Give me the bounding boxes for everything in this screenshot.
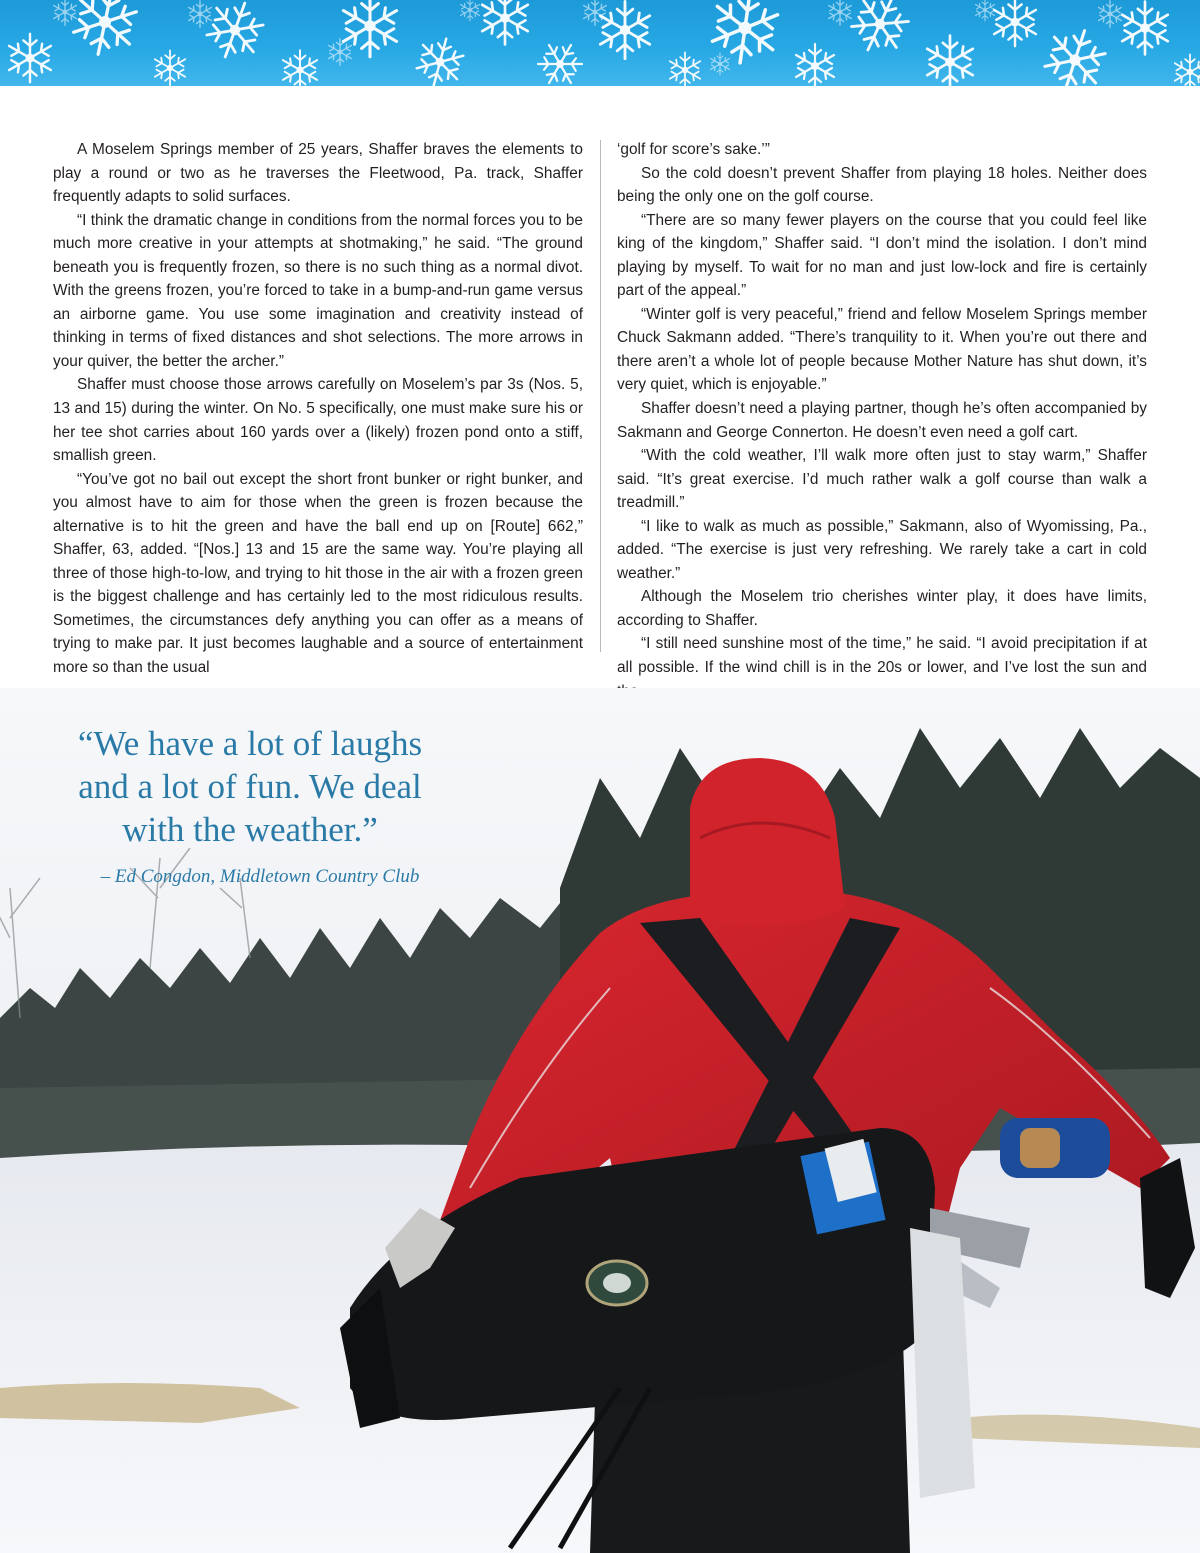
paragraph: “I like to walk as much as possible,” Sakmann, also of Wyomissing, Pa., added. “The exercise is just very refreshing. We rarely take a cart in cold weather.” [617, 517, 1147, 582]
paragraph: Shaffer doesn’t need a playing partner, though he’s often accompanied by Sakmann and George Connerton. He doesn’t even need a golf cart. [617, 400, 1147, 441]
paragraph: Although the Moselem trio cherishes winter play, it does have limits, according to Shaffer. [617, 588, 1147, 629]
paragraph-continuation: ‘golf for score’s sake.’” [617, 141, 770, 158]
article-column-left [53, 138, 583, 680]
paragraph: “I think the dramatic change in conditions from the normal forces you to be much more creative in your attempts at shotmaking,” he said. “The ground beneath you is frequently frozen, so there is no such thing as a normal divot. With the greens frozen, you’re forced to take in a bump-and-run game versus an airborne game. You use some imagination and creativity instead of thinking in terms of fixed distances and shot selections. The more arrows in your quiver, the better the archer.” [53, 211, 583, 370]
pull-quote-line: “We have a lot of laughs [77, 724, 423, 763]
pull-quote-line: with the weather.” [122, 810, 378, 849]
snowflake-banner [0, 0, 1200, 86]
pull-quote [40, 722, 460, 851]
pull-quote-attribution: – Ed Congdon, Middletown Country Club [100, 866, 420, 887]
paragraph: “There are so many fewer players on the course that you could feel like king of the kingdom,” Shaffer said. “I don’t mind the isolation. I don’t mind playing by myself. To wait for no man and just low-lock and fire is certainly part of the appeal.” [617, 211, 1147, 300]
snowflake-pattern-icon [0, 0, 1200, 86]
paragraph: “Winter golf is very peaceful,” friend and fellow Moselem Springs member Chuck Sakmann added. “There’s tranquility to it. When you’re out there and there aren’t a whole lot of people because Mother Nature has shut down, it’s very quiet, which is enjoyable.” [617, 305, 1147, 394]
paragraph: So the cold doesn’t prevent Shaffer from playing 18 holes. Neither does being the only one on the golf course. [617, 164, 1147, 206]
paragraph: A Moselem Springs member of 25 years, Shaffer braves the elements to play a round or two as he traverses the Fleetwood, Pa. track, Shaffer frequently adapts to solid surfaces. [53, 141, 583, 206]
pull-quote-line: and a lot of fun. We deal [78, 767, 422, 806]
paragraph: “With the cold weather, I’ll walk more often just to stay warm,” Shaffer said. “It’s great exercise. I’d much rather walk a golf course than walk a treadmill.” [617, 447, 1147, 512]
paragraph: “You’ve got no bail out except the short front bunker or right bunker, and you almost have to aim for those when the green is frozen because the alternative is to hit the green and have the ball end up on [Route] 662,” Shaffer, 63, added. “[Nos.] 13 and 15 are the same way. You’re playing all three of those high-to-low, and trying to hit those in the air with a frozen green is the biggest challenge and has certainly led to the most ridiculous results. Sometimes, the circumstances defy anything you can offer as a means of trying to make par. It just becomes laughable and a source of entertainment more so than the usual [53, 470, 583, 677]
paragraph: Shaffer must choose those arrows carefully on Moselem’s par 3s (Nos. 5, 13 and 15) during the winter. On No. 5 specifically, one must make sure his or her tee shot carries about 160 yards over a (likely) frozen pond onto a stiff, smallish green. [53, 376, 583, 465]
paragraph: “I still need sunshine most of the time,” he said. “I avoid precipitation if at all possible. If the wind chill is in the 20s or lower, and I’ve lost the sun and [617, 635, 1147, 677]
article-column-right [617, 138, 1147, 703]
column-divider [600, 140, 601, 652]
